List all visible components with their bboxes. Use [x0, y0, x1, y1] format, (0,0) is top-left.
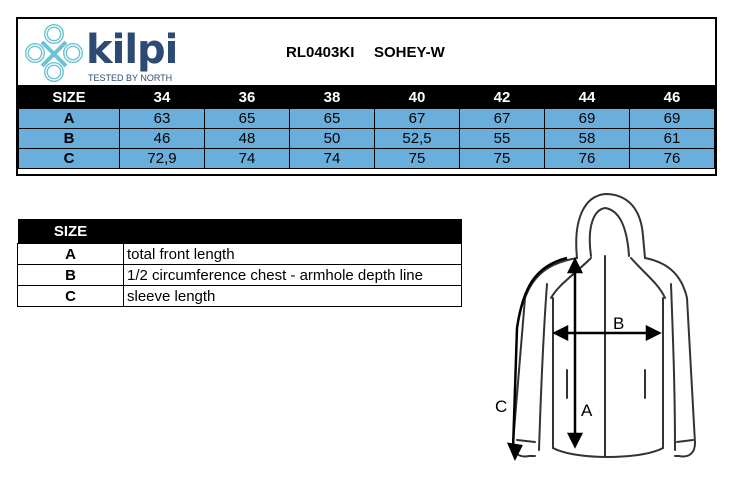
table-cell: 65	[290, 109, 375, 129]
legend-key: C	[18, 286, 124, 307]
legend-header-label: SIZE	[18, 219, 124, 244]
brand-tagline: TESTED BY NORTH	[88, 73, 173, 83]
table-cell: 74	[205, 149, 290, 169]
size-col-header: 34	[120, 86, 205, 109]
size-col-header: 40	[375, 86, 460, 109]
table-cell: 74	[290, 149, 375, 169]
size-header-label: SIZE	[19, 86, 120, 109]
table-cell: 69	[630, 109, 715, 129]
row-label: C	[19, 149, 120, 169]
table-row	[19, 149, 715, 169]
size-chart-sheet	[16, 17, 717, 176]
legend-row	[18, 265, 462, 286]
size-col-header: 44	[545, 86, 630, 109]
jacket-measurement-diagram	[495, 188, 705, 473]
table-cell: 52,5	[375, 129, 460, 149]
table-cell: 55	[460, 129, 545, 149]
measurement-legend	[17, 219, 462, 307]
legend-header-blank	[124, 219, 462, 244]
size-table	[18, 85, 715, 169]
label-b: B	[613, 314, 625, 333]
size-col-header: 38	[290, 86, 375, 109]
size-col-header: 42	[460, 86, 545, 109]
table-cell: 69	[545, 109, 630, 129]
table-cell: 67	[460, 109, 545, 129]
table-cell: 76	[545, 149, 630, 169]
table-row	[19, 109, 715, 129]
kilpi-logo	[24, 24, 178, 83]
table-cell: 50	[290, 129, 375, 149]
brand-name: kilpi	[86, 27, 178, 73]
legend-header-row	[18, 219, 462, 244]
table-cell: 63	[120, 109, 205, 129]
measurement-arrows	[509, 258, 659, 458]
size-col-header: 46	[630, 86, 715, 109]
table-cell: 67	[375, 109, 460, 129]
legend-text: sleeve length	[124, 286, 462, 307]
label-c: C	[495, 397, 508, 416]
chart-header	[18, 19, 715, 85]
legend-row	[18, 286, 462, 307]
table-cell: 65	[205, 109, 290, 129]
label-a: A	[581, 401, 593, 420]
table-cell: 58	[545, 129, 630, 149]
legend-key: B	[18, 265, 124, 286]
table-row	[19, 129, 715, 149]
jacket-outline	[513, 194, 695, 457]
table-cell: 61	[630, 129, 715, 149]
product-code: RL0403KI	[286, 44, 355, 61]
row-label: A	[19, 109, 120, 129]
table-cell: 48	[205, 129, 290, 149]
row-label: B	[19, 129, 120, 149]
legend-text: total front length	[124, 244, 462, 265]
legend-row	[18, 244, 462, 265]
table-cell: 76	[630, 149, 715, 169]
table-cell: 75	[460, 149, 545, 169]
table-cell: 75	[375, 149, 460, 169]
table-cell: 72,9	[120, 149, 205, 169]
size-col-header: 36	[205, 86, 290, 109]
knot-icon	[24, 24, 84, 82]
legend-text: 1/2 circumference chest - armhole depth line	[124, 265, 462, 286]
product-name: SOHEY-W	[374, 44, 445, 61]
size-header-row	[19, 86, 715, 109]
table-cell: 46	[120, 129, 205, 149]
legend-key: A	[18, 244, 124, 265]
